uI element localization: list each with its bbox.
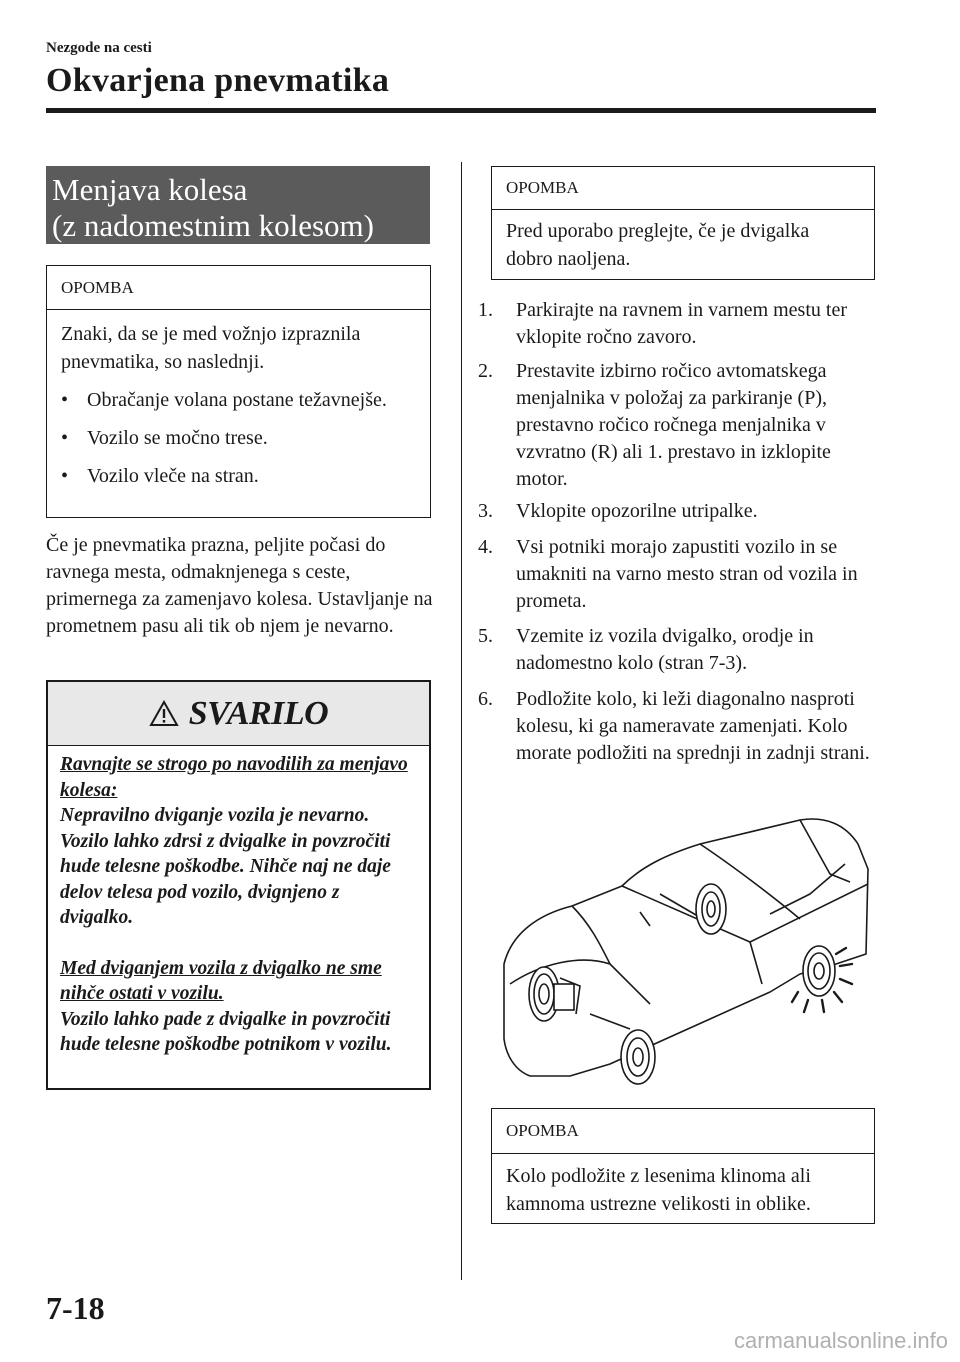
- step-number: 2.: [478, 360, 493, 382]
- note-label: OPOMBA: [47, 266, 430, 310]
- warning-header: [48, 682, 429, 746]
- warning-text-2: Vozilo lahko pade z dvigalke in povzročiti hude telesne poškodbe potnikom v vozilu.: [60, 1008, 392, 1055]
- note-text: Pred uporabo preglejte, če je dvigalka dobro naoljena.: [506, 220, 810, 270]
- step-number: 4.: [478, 536, 493, 558]
- section-label: Nezgode na cesti: [46, 40, 152, 56]
- car-wheel-chock-illustration: [500, 814, 870, 1089]
- step-number: 3.: [478, 500, 493, 522]
- step-item: [478, 297, 878, 351]
- step-number: 6.: [478, 688, 493, 710]
- title-rule: [46, 108, 876, 113]
- step-text: Parkirajte na ravnem in varnem mestu ter vklopite ročno zavoro.: [516, 299, 847, 348]
- page-title: Okvarjena pnevmatika: [46, 62, 390, 99]
- list-item-text: Vozilo se močno trese.: [87, 427, 268, 449]
- step-text: Podložite kolo, ki leži diagonalno nasproti kolesu, ki ga nameravate zamenjati. Kolo morate podložiti na sprednji in zadnji strani.: [516, 688, 870, 764]
- step-text: Vsi potniki morajo zapustiti vozilo in se umakniti na varno mesto stran od vozila in prometa.: [516, 536, 858, 612]
- body-paragraph: Če je pnevmatika prazna, peljite počasi do ravnega mesta, odmaknjenega s ceste, primernega za zamenjavo kolesa. Ustavljanje na prometnem pasu ali tik ob njem je nevarno.: [46, 534, 433, 637]
- bullet-icon: •: [61, 389, 69, 411]
- step-number: 5.: [478, 625, 493, 647]
- list-item: [61, 386, 416, 414]
- section-heading-line-1: Menjava kolesa: [52, 172, 248, 207]
- list-item-text: Vozilo vleče na stran.: [87, 465, 259, 487]
- warning-heading-1: Ravnajte se strogo po navodilih za menjavo kolesa:: [60, 754, 408, 801]
- step-item: [478, 534, 878, 615]
- note-box-jack: [491, 166, 875, 280]
- step-text: Vzemite iz vozila dvigalko, orodje in nadomestno kolo (stran 7-3).: [516, 625, 814, 674]
- note-box-chock: [491, 1108, 875, 1224]
- note-intro: Znaki, da se je med vožnjo izpraznila pnevmatika, so naslednji.: [61, 323, 361, 373]
- step-item: [478, 623, 878, 677]
- step-number: 1.: [478, 299, 493, 321]
- list-item: [61, 424, 416, 452]
- section-heading-line-2: (z nadomestnim kolesom): [52, 208, 374, 243]
- step-item: [478, 498, 878, 525]
- step-text: Vklopite opozorilne utripalke.: [516, 500, 758, 522]
- note-label: OPOMBA: [492, 1109, 874, 1154]
- note-text: Kolo podložite z lesenima klinoma ali kamnoma ustrezne velikosti in oblike.: [506, 1165, 811, 1215]
- note-box-signs: [46, 265, 431, 518]
- note-label: OPOMBA: [492, 167, 874, 210]
- list-item: [61, 462, 416, 490]
- warning-box: [46, 680, 431, 1090]
- bullet-icon: •: [61, 427, 69, 449]
- warning-triangle-icon: [149, 700, 179, 727]
- section-heading: [46, 166, 430, 244]
- warning-text-1: Nepravilno dviganje vozila je nevarno. Vozilo lahko zdrsi z dvigalke in povzročiti hude telesne poškodbe. Nihče naj ne daje delov telesa pod vozilo, dvignjeno z dvigalko.: [60, 805, 391, 928]
- list-item-text: Obračanje volana postane težavnejše.: [87, 389, 387, 411]
- watermark: carmanualsonline.info: [733, 1328, 948, 1353]
- page-number: 7-18: [46, 1290, 105, 1326]
- step-item: [478, 358, 878, 493]
- bullet-icon: •: [61, 465, 69, 487]
- warning-heading-2: Med dviganjem vozila z dvigalko ne sme nihče ostati v vozilu.: [60, 957, 382, 1004]
- warning-title: SVARILO: [188, 694, 329, 732]
- step-item: [478, 686, 878, 767]
- note-body: [47, 310, 430, 490]
- step-text: Prestavite izbirno ročico avtomatskega menjalnika v položaj za parkiranje (P), prestavno ročico ročnega menjalnika v vzvratno (R) ali 1. prestavo in izklopite motor.: [516, 360, 831, 490]
- column-divider: [461, 162, 462, 1280]
- warning-body: [48, 746, 429, 1058]
